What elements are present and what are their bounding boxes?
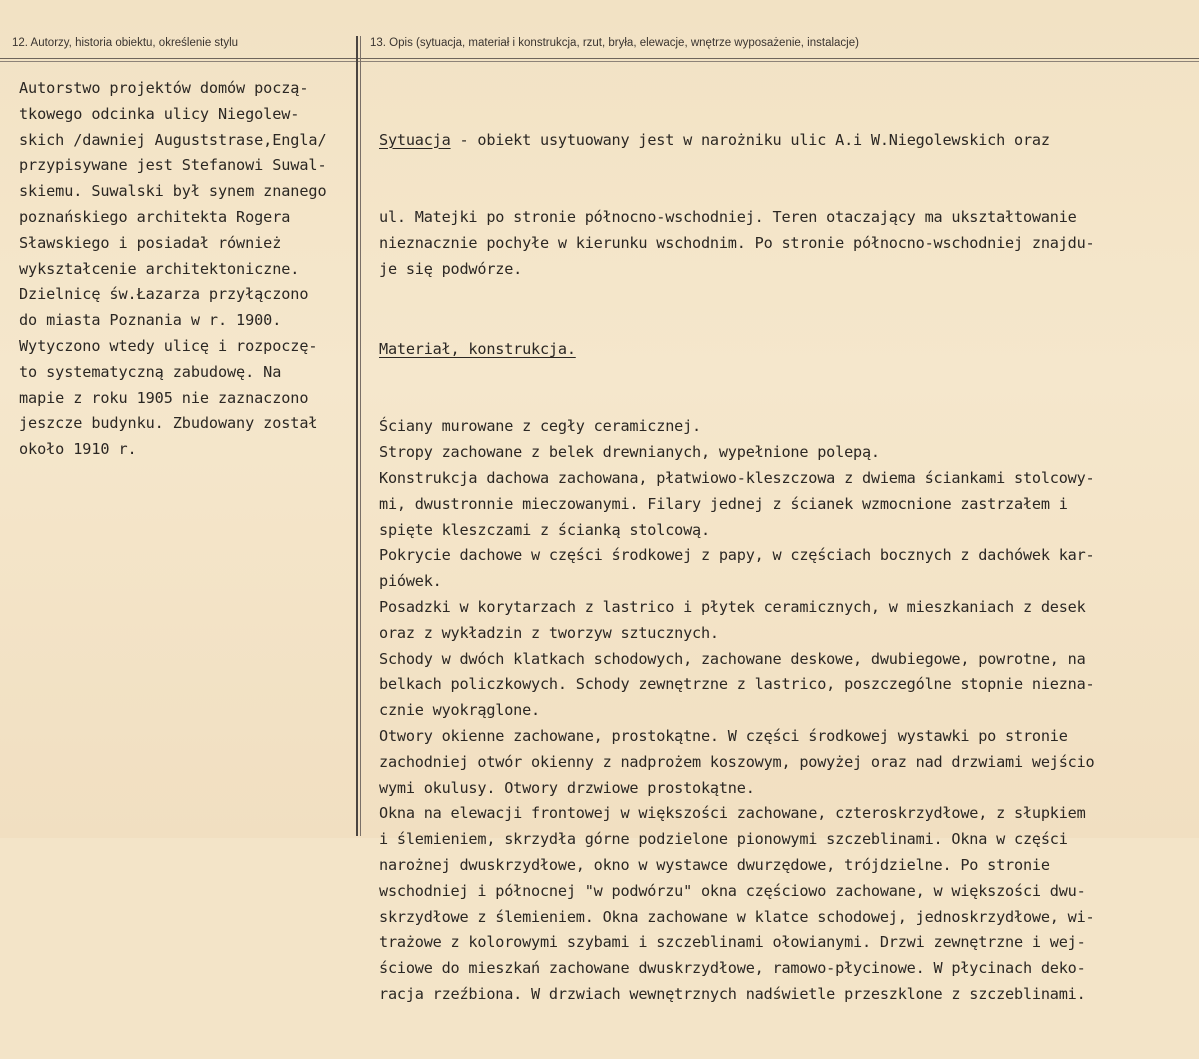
text-line: belkach policzkowych. Schody zewnętrzne z lastrico, poszczególne stopnie niezna- (379, 675, 1095, 694)
text-line: tkowego odcinka ulicy Niegolew- (19, 104, 300, 123)
column-divider (356, 36, 358, 836)
text-line: ściowe do mieszkań zachowane dwuskrzydłowe, ramowo-płycinowe. W płycinach deko- (379, 959, 1086, 978)
text-line: wymi okulusy. Otwory drzwiowe prostokątne. (379, 778, 755, 797)
text-line: Posadzki w korytarzach z lastrico i płytek ceramicznych, w mieszkaniach z desek (379, 597, 1086, 616)
text-line: Dzielnicę św.Łazarza przyłączono (19, 285, 309, 304)
text-line: Ściany murowane z cegły ceramicznej. (379, 417, 701, 436)
sytuacja-heading: Sytuacja (379, 130, 451, 149)
authors-history-text (19, 76, 354, 463)
text-line: Wytyczono wtedy ulicę i rozpoczę- (19, 336, 318, 355)
sytuacja-first-line-rest: - obiekt usytuowany jest w narożniku ulic A.i W.Niegolewskich oraz (450, 130, 1050, 149)
text-line: mapie z roku 1905 nie zaznaczono (19, 388, 309, 407)
text-line: Konstrukcja dachowa zachowana, płatwiowo-kleszczowa z dwiema ściankami stolcowy- (379, 468, 1095, 487)
text-line: je się podwórze. (379, 259, 523, 278)
text-line: Stropy zachowane z belek drewnianych, wypełnione polepą. (379, 443, 880, 462)
material-heading: Materiał, konstrukcja. (379, 339, 576, 358)
text-line: i ślemieniem, skrzydła górne podzielone pionowymi szczeblinami. Okna w części (379, 830, 1068, 849)
text-line: jeszcze budynku. Zbudowany został (19, 414, 318, 433)
header-rule-secondary (0, 61, 1199, 62)
header-rule (0, 58, 1199, 59)
text-line: cznie wyokrąglone. (379, 701, 540, 720)
text-line: skiemu. Suwalski był synem znanego (19, 182, 327, 201)
column-divider-secondary (360, 36, 361, 836)
text-line: poznańskiego architekta Rogera (19, 207, 291, 226)
text-line: wykształcenie architektoniczne. (19, 259, 300, 278)
text-line: Sławskiego i posiadał również (19, 233, 282, 252)
section-13-header: 13. Opis (sytuacja, materiał i konstrukcja, rzut, bryła, elewacje, wnętrze wyposażenie, instalacje) (370, 37, 859, 49)
text-line: to systematyczną zabudowę. Na (19, 362, 282, 381)
text-line: około 1910 r. (19, 440, 137, 459)
sytuacja-first-line (379, 128, 1194, 154)
description-text (379, 76, 1194, 1059)
text-line: Pokrycie dachowe w części środkowej z papy, w częściach bocznych z dachówek kar- (379, 546, 1095, 565)
section-12-header: 12. Autorzy, historia obiektu, określenie stylu (12, 37, 239, 49)
text-line: nieznacznie pochyłe w kierunku wschodnim. Po stronie północno-wschodniej znajdu- (379, 233, 1095, 252)
text-line: Schody w dwóch klatkach schodowych, zachowane deskowe, dwubiegowe, powrotne, na (379, 649, 1086, 668)
text-line: Otwory okienne zachowane, prostokątne. W części środkowej wystawki po stronie (379, 726, 1068, 745)
text-line: mi, dwustronnie mieczowanymi. Filary jednej z ścianek wzmocnione zastrzałem i (379, 494, 1068, 513)
text-line: Autorstwo projektów domów począ- (19, 79, 309, 97)
text-line: skrzydłowe z ślemieniem. Okna zachowane w klatce schodowej, jednoskrzydłowe, wi- (379, 907, 1095, 926)
text-line: trażowe z kolorowymi szybami i szczeblinami ołowianymi. Drzwi zewnętrzne i wej- (379, 933, 1086, 952)
text-line: Okna na elewacji frontowej w większości zachowane, czteroskrzydłowe, z słupkiem (379, 804, 1086, 823)
text-line: ul. Matejki po stronie północno-wschodniej. Teren otaczający ma ukształtowanie (379, 207, 1077, 226)
text-line: wschodniej i północnej "w podwórzu" okna częściowo zachowane, w większości dwu- (379, 881, 1086, 900)
text-line: przypisywane jest Stefanowi Suwal- (19, 156, 327, 175)
text-line: do miasta Poznania w r. 1900. (19, 311, 282, 330)
text-line: racja rzeźbiona. W drzwiach wewnętrznych nadświetle przeszklone z szczeblinami. (379, 984, 1086, 1003)
text-line: oraz z wykładzin z tworzyw sztucznych. (379, 623, 719, 642)
text-line: zachodniej otwór okienny z nadprożem koszowym, powyżej oraz nad drzwiami wejścio (379, 752, 1095, 771)
text-line: narożnej dwuskrzydłowe, okno w wystawce dwurzędowe, trójdzielne. Po stronie (379, 855, 1050, 874)
text-line: spięte kleszczami z ścianką stolcową. (379, 520, 710, 539)
text-line: piówek. (379, 572, 442, 591)
text-line: skich /dawniej Auguststrase,Engla/ (19, 130, 327, 149)
